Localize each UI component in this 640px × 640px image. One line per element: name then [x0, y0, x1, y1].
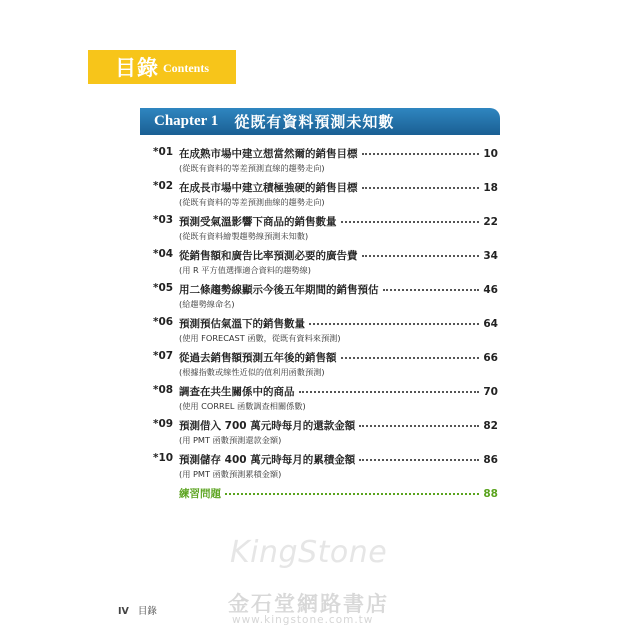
- entry-title: 在成長市場中建立積極強硬的銷售目標: [179, 182, 358, 194]
- entry-subtitle: (用 PMT 函數預測累積金額): [179, 469, 282, 479]
- entry-page: 10: [483, 148, 498, 160]
- toc-label-en: Contents: [162, 61, 209, 75]
- chapter-number: Chapter 1: [154, 113, 219, 129]
- entry-title: 預測借入 700 萬元時每月的還款金額: [179, 420, 356, 432]
- dot-leader: [309, 323, 479, 325]
- entry-number: *02: [153, 180, 174, 192]
- entry-subtitle: (根據指數或線性近似的值利用函數預測): [179, 367, 325, 377]
- entry-subtitle: (使用 FORECAST 函數，從既有資料來預測): [179, 333, 341, 343]
- entry-subtitle: (使用 CORREL 函數調查相關係數): [179, 401, 306, 411]
- dot-leader: [341, 357, 480, 359]
- dot-leader: [299, 391, 480, 393]
- entry-number: *07: [153, 350, 174, 362]
- entry-subtitle: (從既有資料繪製趨勢線預測未知數): [179, 231, 309, 241]
- toc-entry[interactable]: [150, 248, 500, 282]
- watermark-store-name: 金石堂網路書店: [228, 591, 389, 616]
- page-footer: [118, 603, 157, 617]
- dot-leader: [359, 425, 479, 427]
- toc-entry[interactable]: [150, 316, 500, 350]
- toc-entry[interactable]: [150, 282, 500, 316]
- entry-subtitle: (用 PMT 函數預測還款金額): [179, 435, 282, 445]
- dot-leader: [341, 221, 480, 223]
- entry-number: *06: [153, 316, 174, 328]
- exercise-title: 練習問題: [179, 488, 221, 500]
- toc-entry[interactable]: [150, 418, 500, 452]
- entry-number: *10: [153, 452, 174, 464]
- entry-subtitle: (用 R 平方值選擇適合資料的趨勢線): [179, 265, 311, 275]
- exercise-page: 88: [483, 488, 498, 500]
- toc-entry[interactable]: [150, 384, 500, 418]
- toc-entry-exercise[interactable]: [150, 486, 500, 520]
- entry-subtitle: (從既有資料的等差預測曲線的趨勢走向): [179, 197, 325, 207]
- dot-leader: [359, 459, 479, 461]
- entry-title: 調查在共生關係中的商品: [179, 386, 295, 398]
- entry-title: 從銷售額和廣告比率預測必要的廣告費: [179, 250, 358, 262]
- entry-subtitle: (從既有資料的等差預測直線的趨勢走向): [179, 163, 325, 173]
- entry-page: 82: [483, 420, 498, 432]
- toc-label-zh: 目錄: [114, 55, 159, 80]
- entry-number: *08: [153, 384, 174, 396]
- entry-title: 用二條趨勢線顯示今後五年期間的銷售預估: [179, 284, 379, 296]
- entry-page: 66: [483, 352, 498, 364]
- watermark-brand: KingStone: [230, 535, 388, 570]
- dot-leader: [383, 289, 480, 291]
- dot-leader: [362, 255, 480, 257]
- chapter-title: 從既有資料預測未知數: [234, 113, 395, 131]
- entry-subtitle: (給趨勢線命名): [179, 299, 235, 309]
- entry-number: *09: [153, 418, 174, 430]
- toc-entry[interactable]: [150, 180, 500, 214]
- entry-page: 86: [483, 454, 498, 466]
- entry-number: *01: [153, 146, 174, 158]
- entry-page: 18: [483, 182, 498, 194]
- entry-title: 預測儲存 400 萬元時每月的累積金額: [179, 454, 356, 466]
- entry-number: *05: [153, 282, 174, 294]
- dot-leader: [362, 187, 480, 189]
- toc-entry[interactable]: [150, 350, 500, 384]
- watermark-url: www.kingstone.com.tw: [232, 614, 374, 626]
- entry-title: 在成熟市場中建立想當然爾的銷售目標: [179, 148, 358, 160]
- toc-entry[interactable]: [150, 452, 500, 486]
- toc-label: [88, 50, 236, 84]
- entry-page: 34: [483, 250, 498, 262]
- toc-list: [150, 146, 500, 520]
- chapter-heading: [140, 108, 500, 135]
- entry-title: 預測受氣溫影響下商品的銷售數量: [179, 216, 337, 228]
- entry-title: 預測預估氣溫下的銷售數量: [179, 318, 305, 330]
- entry-page: 70: [483, 386, 498, 398]
- entry-number: *04: [153, 248, 174, 260]
- toc-entry[interactable]: [150, 214, 500, 248]
- toc-entry[interactable]: [150, 146, 500, 180]
- footer-page-number: IV: [118, 606, 129, 617]
- entry-page: 46: [483, 284, 498, 296]
- dot-leader: [362, 153, 480, 155]
- dot-leader: [225, 493, 479, 495]
- entry-number: *03: [153, 214, 174, 226]
- entry-title: 從過去銷售額預測五年後的銷售額: [179, 352, 337, 364]
- entry-page: 64: [483, 318, 498, 330]
- footer-label: 目錄: [137, 606, 157, 617]
- entry-page: 22: [483, 216, 498, 228]
